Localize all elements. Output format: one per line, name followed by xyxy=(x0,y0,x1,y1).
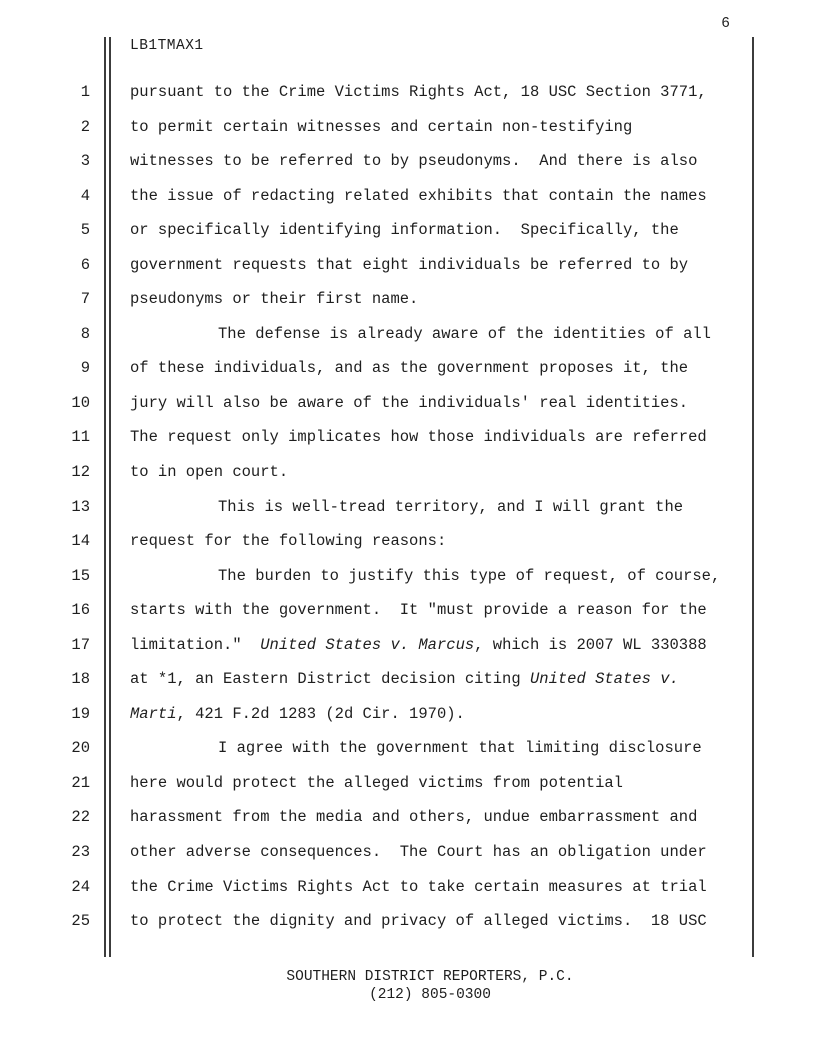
body-text-segment: starts with the government. It "must provide a reason for the xyxy=(130,601,707,620)
transcript-line xyxy=(0,153,816,188)
line-text xyxy=(130,222,679,240)
line-text xyxy=(130,499,683,517)
transcript-line xyxy=(0,222,816,257)
case-citation-text: United States v. Marcus xyxy=(260,635,475,654)
body-text-segment: the issue of redacting related exhibits that contain the names xyxy=(130,186,707,205)
transcript-line xyxy=(0,740,816,775)
line-text xyxy=(130,360,688,378)
body-text-segment: to permit certain witnesses and certain non-testifying xyxy=(130,117,633,136)
transcript-line xyxy=(0,913,816,948)
transcript-line xyxy=(0,188,816,223)
line-text xyxy=(130,740,702,758)
line-text xyxy=(130,602,707,620)
case-citation-text: Marti xyxy=(130,704,177,723)
line-number: 15 xyxy=(71,566,90,585)
body-text-segment: This is well-tread territory, and I will grant the xyxy=(218,497,684,516)
body-text-segment: pursuant to the Crime Victims Rights Act, 18 USC Section 3771, xyxy=(130,83,707,101)
line-number: 4 xyxy=(80,186,90,205)
line-text xyxy=(130,291,418,309)
body-text-segment: limitation." xyxy=(130,635,261,654)
line-text xyxy=(130,775,623,793)
line-text xyxy=(130,913,707,931)
header-code: LB1TMAX1 xyxy=(130,38,204,54)
transcript-line xyxy=(0,671,816,706)
body-text-segment: The defense is already aware of the identities of all xyxy=(218,324,711,343)
line-text xyxy=(130,153,697,171)
line-text xyxy=(130,844,707,862)
line-number: 17 xyxy=(71,635,90,654)
transcript-line xyxy=(0,775,816,810)
body-text-segment: , which is 2007 WL 330388 xyxy=(474,635,707,654)
line-text xyxy=(130,533,446,551)
line-text xyxy=(130,326,711,344)
transcript-line xyxy=(0,499,816,534)
transcript-line xyxy=(0,602,816,637)
line-text xyxy=(130,706,465,724)
transcript-line xyxy=(0,395,816,430)
transcript-line xyxy=(0,844,816,879)
line-text xyxy=(130,568,720,586)
line-number: 14 xyxy=(71,532,90,551)
line-text xyxy=(130,119,632,137)
line-number: 1 xyxy=(80,83,90,101)
line-number: 6 xyxy=(80,255,90,274)
line-text xyxy=(130,879,707,897)
line-text xyxy=(130,429,707,447)
body-text-segment: The burden to justify this type of request, of course, xyxy=(218,566,721,585)
transcript-body xyxy=(0,84,816,948)
transcript-line xyxy=(0,464,816,499)
line-number: 24 xyxy=(71,877,90,896)
line-number: 11 xyxy=(71,428,90,447)
line-number: 25 xyxy=(71,912,90,931)
body-text-segment: other adverse consequences. The Court has an obligation under xyxy=(130,843,707,862)
line-number: 18 xyxy=(71,670,90,689)
line-number: 3 xyxy=(80,152,90,171)
transcript-line xyxy=(0,706,816,741)
transcript-line xyxy=(0,291,816,326)
line-number: 16 xyxy=(71,601,90,620)
body-text-segment: harassment from the media and others, undue embarrassment and xyxy=(130,808,698,827)
line-text xyxy=(130,188,707,206)
transcript-line xyxy=(0,533,816,568)
body-text-segment: here would protect the alleged victims from potential xyxy=(130,773,623,792)
body-text-segment: request for the following reasons: xyxy=(130,532,447,551)
transcript-line xyxy=(0,637,816,672)
line-number: 21 xyxy=(71,773,90,792)
transcript-line xyxy=(0,257,816,292)
body-text-segment: pseudonyms or their first name. xyxy=(130,290,419,309)
line-number: 19 xyxy=(71,704,90,723)
case-citation-text: United States v. xyxy=(529,670,679,689)
body-text-segment: jury will also be aware of the individuals' real identities. xyxy=(130,393,689,412)
transcript-line xyxy=(0,568,816,603)
line-number: 13 xyxy=(71,497,90,516)
line-number: 20 xyxy=(71,739,90,758)
line-number: 5 xyxy=(80,221,90,240)
footer xyxy=(106,969,754,1004)
line-number: 8 xyxy=(80,324,90,343)
body-text-segment: or specifically identifying information. Specifically, the xyxy=(130,221,679,240)
body-text-segment: at *1, an Eastern District decision citing xyxy=(130,670,530,689)
body-text-segment: The request only implicates how those individuals are referred xyxy=(130,428,707,447)
transcript-line xyxy=(0,429,816,464)
body-text-segment: the Crime Victims Rights Act to take certain measures at trial xyxy=(130,877,707,896)
transcript-line xyxy=(0,119,816,154)
line-number: 2 xyxy=(80,117,90,136)
line-number: 12 xyxy=(71,463,90,482)
line-text xyxy=(130,464,288,482)
line-text xyxy=(130,637,707,655)
line-text xyxy=(130,84,707,102)
body-text-segment: of these individuals, and as the government proposes it, the xyxy=(130,359,689,378)
line-number: 7 xyxy=(80,290,90,309)
line-number: 22 xyxy=(71,808,90,827)
transcript-line xyxy=(0,360,816,395)
body-text-segment: I agree with the government that limiting disclosure xyxy=(218,739,702,758)
transcript-line xyxy=(0,326,816,361)
line-text xyxy=(130,257,688,275)
body-text-segment: , 421 F.2d 1283 (2d Cir. 1970). xyxy=(176,704,465,723)
body-text-segment: government requests that eight individuals be referred to by xyxy=(130,255,689,274)
line-number: 10 xyxy=(71,393,90,412)
page-number: 6 xyxy=(721,16,730,32)
footer-reporter-name: SOUTHERN DISTRICT REPORTERS, P.C. xyxy=(286,969,574,985)
body-text-segment: to protect the dignity and privacy of alleged victims. 18 USC xyxy=(130,912,707,931)
transcript-line xyxy=(0,809,816,844)
transcript-line xyxy=(0,879,816,914)
body-text-segment: to in open court. xyxy=(130,463,289,482)
line-number: 23 xyxy=(71,843,90,862)
transcript-line xyxy=(0,84,816,119)
line-text xyxy=(130,809,697,827)
body-text-segment: witnesses to be referred to by pseudonyms. And there is also xyxy=(130,152,698,171)
line-text xyxy=(130,671,679,689)
footer-phone-number: (212) 805-0300 xyxy=(369,986,491,1003)
line-number: 9 xyxy=(80,359,90,378)
line-text xyxy=(130,395,688,413)
